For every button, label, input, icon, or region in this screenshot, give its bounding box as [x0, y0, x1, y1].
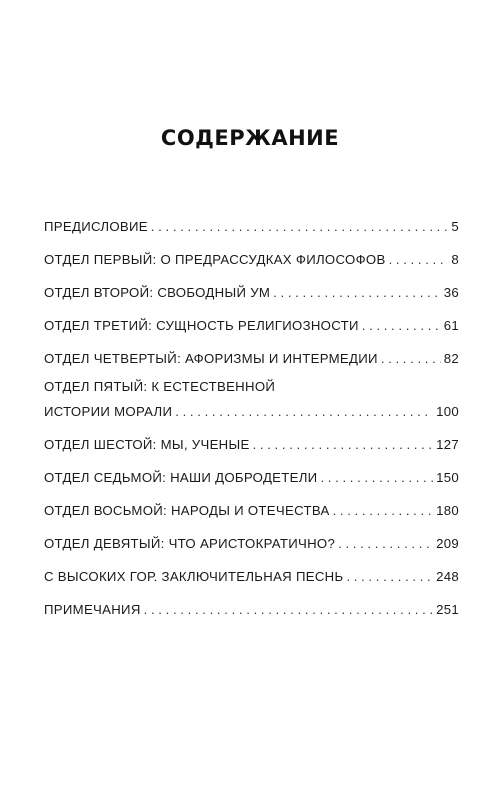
toc-entry-page-number: 251 — [436, 602, 459, 617]
toc-entry-page-number: 248 — [436, 569, 459, 584]
toc-entry-label-line-1: ОТДЕЛ ПЯТЫЙ: К ЕСТЕСТВЕННОЙ — [44, 379, 276, 394]
toc-entry-page-number: 100 — [436, 404, 459, 419]
toc-entry-page-number: 127 — [436, 437, 459, 452]
dot-leader — [333, 504, 434, 518]
toc-entry-label: ОТДЕЛ ЧЕТВЕРТЫЙ: АФОРИЗМЫ И ИНТЕРМЕДИИ — [44, 351, 378, 366]
toc-entry-page-number: 180 — [436, 503, 459, 518]
toc-entry-page-number: 82 — [443, 351, 459, 366]
toc-entry-notes — [44, 595, 459, 617]
dot-leader — [362, 319, 441, 333]
page-title: СОДЕРЖАНИЕ — [160, 126, 340, 150]
toc-entry-label: С ВЫСОКИХ ГОР. ЗАКЛЮЧИТЕЛЬНАЯ ПЕСНЬ — [44, 569, 344, 584]
toc-entry-part-1 — [44, 245, 459, 267]
toc-entry-label: ОТДЕЛ СЕДЬМОЙ: НАШИ ДОБРОДЕТЕЛИ — [44, 470, 318, 485]
dot-leader — [381, 352, 441, 366]
toc-entry-page-number: 8 — [451, 252, 459, 267]
toc-entry-part-5 — [44, 377, 459, 419]
toc-entry-label: ОТДЕЛ ВТОРОЙ: СВОБОДНЫЙ УМ — [44, 285, 271, 300]
toc-entry-label: ОТДЕЛ ДЕВЯТЫЙ: ЧТО АРИСТОКРАТИЧНО? — [44, 536, 336, 551]
toc-entry-part-8 — [44, 496, 459, 518]
dot-leader — [320, 471, 433, 485]
toc-entry-label: ОТДЕЛ ПЕРВЫЙ: О ПРЕДРАССУДКАХ ФИЛОСОФОВ — [44, 252, 386, 267]
toc-entry-part-2 — [44, 278, 459, 300]
toc-entry-page-number: 209 — [436, 536, 459, 551]
dot-leader — [151, 220, 449, 234]
toc-entry-label: ОТДЕЛ ШЕСТОЙ: МЫ, УЧЕНЫЕ — [44, 437, 250, 452]
toc-entry-label: ПРЕДИСЛОВИЕ — [44, 219, 148, 234]
toc-entry-page-number: 61 — [443, 318, 459, 333]
dot-leader — [253, 438, 434, 452]
dot-leader — [346, 570, 433, 584]
toc-entry-part-3 — [44, 311, 459, 333]
toc-entry-part-7 — [44, 463, 459, 485]
toc-entry-page-number: 36 — [443, 285, 459, 300]
toc-entry-part-6 — [44, 430, 459, 452]
toc-entry-page-number: 150 — [436, 470, 459, 485]
toc-entry-page-number: 5 — [451, 219, 459, 234]
toc-entry-label: ОТДЕЛ ТРЕТИЙ: СУЩНОСТЬ РЕЛИГИОЗНОСТИ — [44, 318, 359, 333]
dot-leader — [175, 405, 433, 419]
toc-entry-label: ОТДЕЛ ВОСЬМОЙ: НАРОДЫ И ОТЕЧЕСТВА — [44, 503, 330, 518]
toc-entry-part-9 — [44, 529, 459, 551]
table-of-contents — [44, 212, 459, 628]
toc-entry-label-line-2: ИСТОРИИ МОРАЛИ — [44, 404, 173, 419]
toc-entry-epilogue-song — [44, 562, 459, 584]
dot-leader — [389, 253, 449, 267]
toc-entry-part-4 — [44, 344, 459, 366]
dot-leader — [338, 537, 433, 551]
toc-entry-label: ПРИМЕЧАНИЯ — [44, 602, 141, 617]
dot-leader — [273, 286, 441, 300]
dot-leader — [144, 603, 433, 617]
toc-entry-preface — [44, 212, 459, 234]
